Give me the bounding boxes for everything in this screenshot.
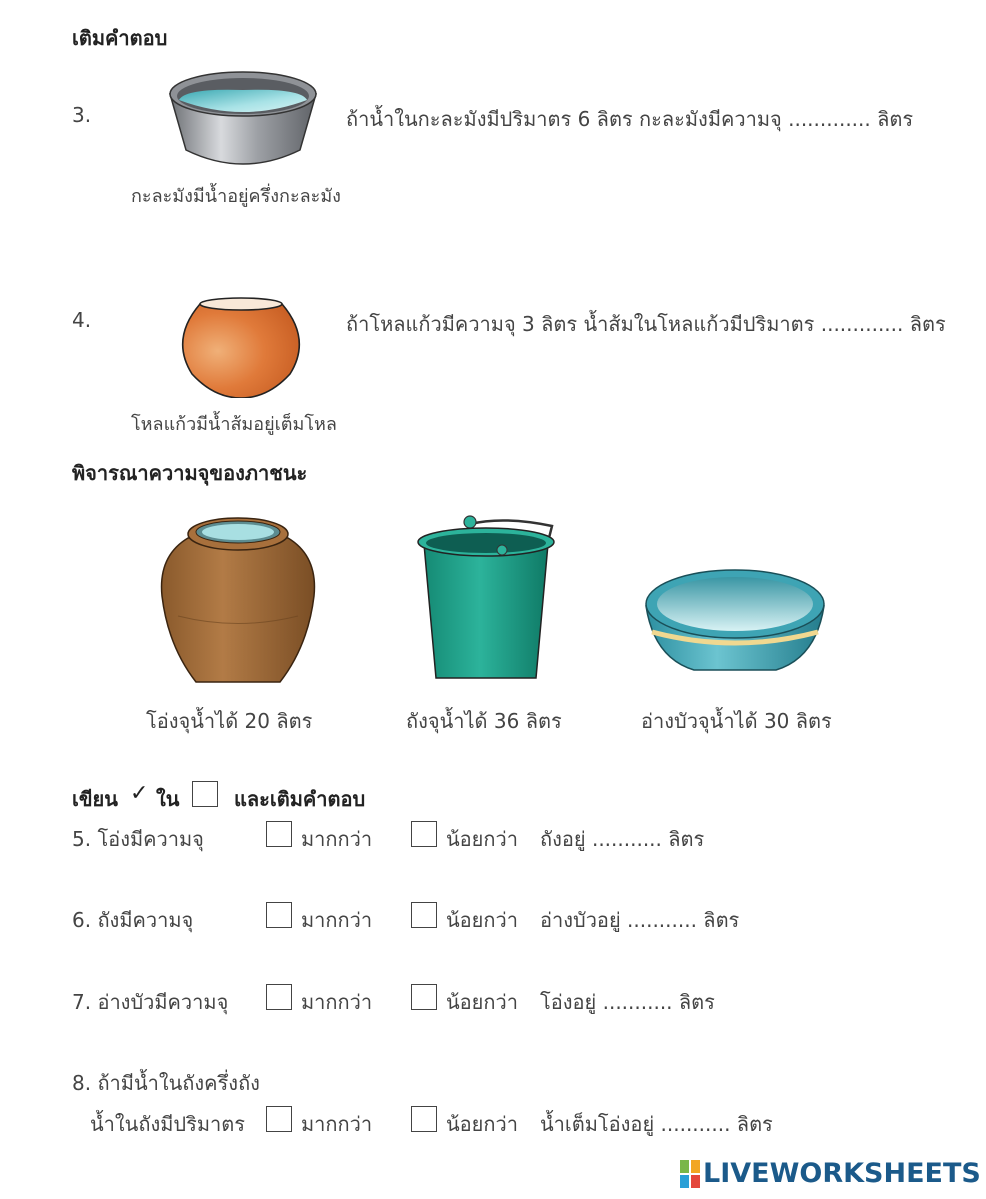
jar-caption: โอ่งจุน้ำได้ 20 ลิตร	[146, 709, 313, 733]
question-6-more-label: มากกว่า	[301, 908, 373, 932]
question-8-line1: 8. ถ้ามีน้ำในถังครึ่งถัง	[72, 1071, 260, 1095]
bucket-image	[414, 514, 558, 682]
fishbowl-image	[178, 294, 304, 398]
liveworksheets-logo-text: LIVEWORKSHEETS	[703, 1158, 981, 1189]
question-6-less-checkbox[interactable]	[411, 902, 437, 928]
question-7-less-label: น้อยกว่า	[446, 990, 518, 1014]
check-mark-icon: ✓	[130, 781, 149, 806]
question-8-more-checkbox[interactable]	[266, 1106, 292, 1132]
section-heading-fill-answer: เติมคำตอบ	[72, 26, 168, 50]
question-8-tail: น้ำเต็มโอ่งอยู่ ........... ลิตร	[540, 1112, 773, 1136]
section-heading-check-part1: เขียน	[72, 787, 118, 811]
question-5-less-checkbox[interactable]	[411, 821, 437, 847]
basin-caption: กะละมังมีน้ำอยู่ครึ่งกะละมัง	[131, 186, 341, 207]
question-5-tail: ถังอยู่ ........... ลิตร	[540, 827, 705, 851]
question-6-tail: อ่างบัวอยู่ ........... ลิตร	[540, 908, 740, 932]
question-4-number: 4.	[72, 308, 92, 332]
bucket-caption: ถังจุน้ำได้ 36 ลิตร	[406, 709, 562, 733]
example-checkbox-icon	[192, 781, 218, 807]
question-4-text: ถ้าโหลแก้วมีความจุ 3 ลิตร น้ำส้มในโหลแก้วมีปริมาตร ............. ลิตร	[346, 312, 946, 336]
question-8-less-checkbox[interactable]	[411, 1106, 437, 1132]
question-7-more-checkbox[interactable]	[266, 984, 292, 1010]
basin-image	[166, 66, 320, 170]
question-7-prompt: 7. อ่างบัวมีความจุ	[72, 990, 229, 1014]
question-5-prompt: 5. โอ่งมีความจุ	[72, 827, 204, 851]
question-7-more-label: มากกว่า	[301, 990, 373, 1014]
question-5-more-checkbox[interactable]	[266, 821, 292, 847]
fishbowl-caption: โหลแก้วมีน้ำส้มอยู่เต็มโหล	[131, 414, 337, 435]
jar-image	[158, 516, 318, 684]
question-6-more-checkbox[interactable]	[266, 902, 292, 928]
question-3-number: 3.	[72, 103, 92, 127]
section-heading-consider-capacity: พิจารณาความจุของภาชนะ	[72, 461, 308, 485]
liveworksheets-logo-icon	[680, 1160, 700, 1188]
question-8-more-label: มากกว่า	[301, 1112, 373, 1136]
question-6-prompt: 6. ถังมีความจุ	[72, 908, 194, 932]
section-heading-check-part2: ใน	[156, 787, 180, 811]
question-6-less-label: น้อยกว่า	[446, 908, 518, 932]
question-7-less-checkbox[interactable]	[411, 984, 437, 1010]
lotus-basin-image	[644, 562, 826, 674]
question-8-less-label: น้อยกว่า	[446, 1112, 518, 1136]
question-5-less-label: น้อยกว่า	[446, 827, 518, 851]
question-7-tail: โอ่งอยู่ ........... ลิตร	[540, 990, 715, 1014]
question-5-more-label: มากกว่า	[301, 827, 373, 851]
lotus-basin-caption: อ่างบัวจุน้ำได้ 30 ลิตร	[641, 709, 832, 733]
section-heading-check-part3: และเติมคำตอบ	[234, 787, 366, 811]
question-8-prompt: น้ำในถังมีปริมาตร	[90, 1112, 245, 1136]
question-3-text: ถ้าน้ำในกะละมังมีปริมาตร 6 ลิตร กะละมังมีความจุ ............. ลิตร	[346, 107, 914, 131]
